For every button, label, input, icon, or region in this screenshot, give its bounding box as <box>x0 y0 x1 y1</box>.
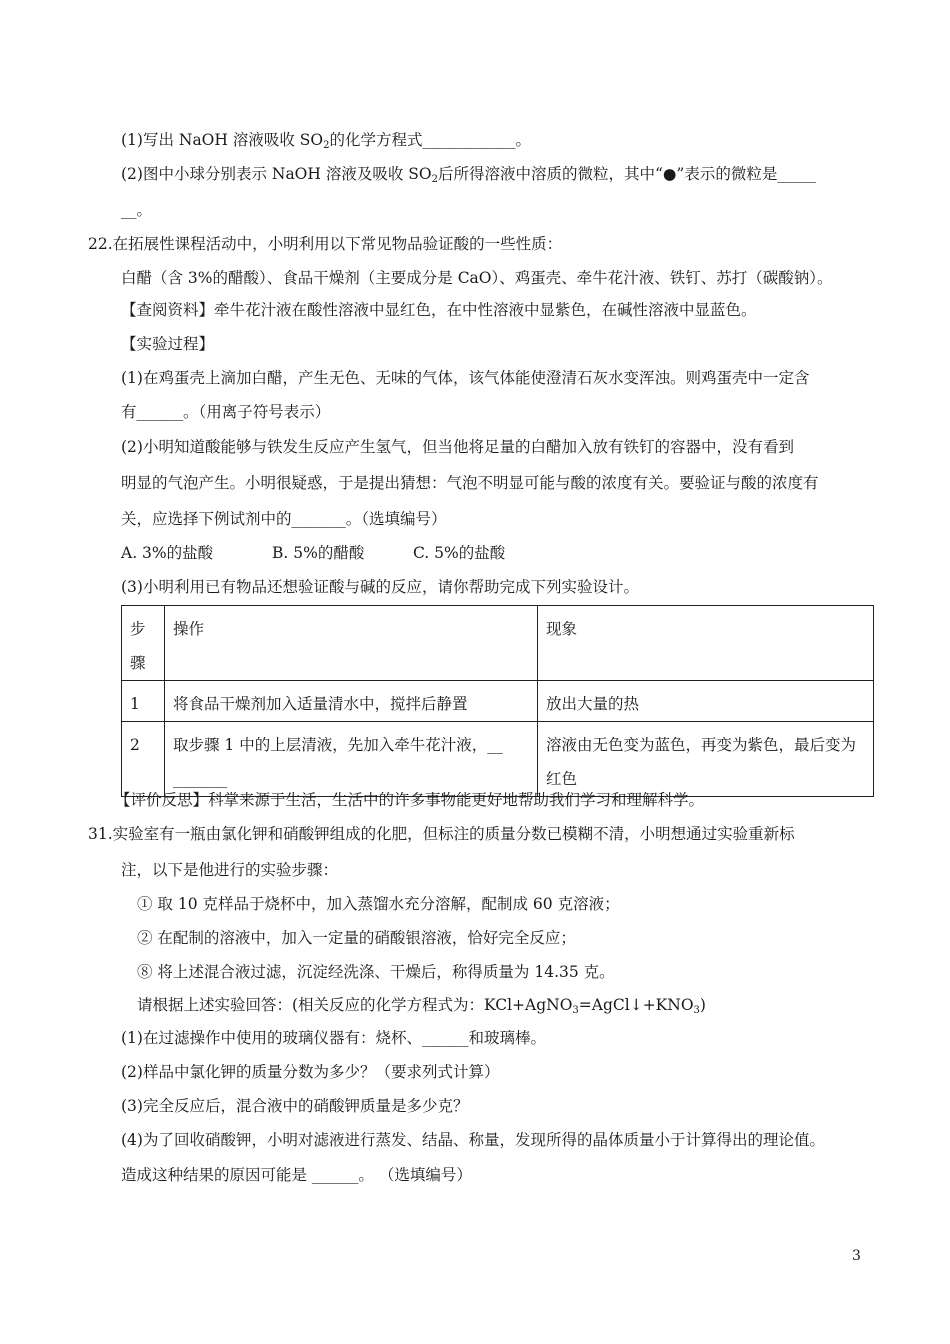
q22-header: 22.在拓展性课程活动中，小明利用以下常见物品验证酸的一些性质： <box>88 235 563 253</box>
q31-procedure-2: ② 在配制的溶液中，加入一定量的硝酸银溶液，恰好完全反应； <box>137 929 576 947</box>
q22-step3: (3)小明利用已有物品还想验证酸与碱的反应，请你帮助完成下列实验设计。 <box>121 578 639 596</box>
header-operation: 操作 <box>165 606 538 681</box>
row-phenomenon: 溶液由无色变为蓝色，再变为紫色，最后变为红色 <box>538 722 874 797</box>
q22-step1-line2: 有______。（用离子符号表示） <box>121 403 331 421</box>
q22-step1-line1: (1)在鸡蛋壳上滴加白醋，产生无色、无味的气体，该气体能使澄清石灰水变浑浊。则鸡蛋壳中一定含 <box>121 369 810 387</box>
q31-procedure-1: ① 取 10 克样品于烧杯中，加入蒸馏水充分溶解，配制成 60 克溶液； <box>137 895 620 913</box>
q22-step2-line2: 明显的气泡产生。小明很疑惑，于是提出猜想：气泡不明显可能与酸的浓度有关。要验证与酸的浓度有 <box>121 474 819 492</box>
q31-question-3: (3)完全反应后，混合液中的硝酸钾质量是多少克？ <box>121 1097 469 1115</box>
table-header-row <box>122 606 874 681</box>
q22-step2-line1: (2)小明知道酸能够与铁发生反应产生氢气，但当他将足量的白醋加入放有铁钉的容器中，没有看到 <box>121 438 794 456</box>
q21-part2-continued: __。 <box>121 201 153 219</box>
q31-instruction: 请根据上述实验回答：(相关反应的化学方程式为：$KCl+AgNO_3=AgCl↓+KNO_3$) <box>137 996 706 1016</box>
q31-header-line1: 31.实验室有一瓶由氯化钾和硝酸钾组成的化肥，但标注的质量分数已模糊不清，小明想通过实验重新标 <box>88 825 795 843</box>
q31-question-4-line1: (4)为了回收硝酸钾，小明对滤液进行蒸发、结晶、称量，发现所得的晶体质量小于计算得出的理论值。 <box>121 1131 825 1149</box>
q22-reflection: 【评价反思】科掌来源于生活，生活中的许多事物能更好地帮助我们学习和理解科学。 <box>115 791 705 809</box>
header-step: 步骤 <box>122 606 165 681</box>
q22-step2-line3: 关，应选择下例试剂中的_______。（选填编号） <box>121 510 447 528</box>
q22-process-heading: 【实验过程】 <box>121 335 215 353</box>
row-step: 1 <box>122 681 165 722</box>
q22-option-b: B. 5%的醋酸 <box>272 544 365 562</box>
row-step: 2 <box>122 722 165 797</box>
q22-option-c: C. 5%的盐酸 <box>413 544 506 562</box>
page-number: 3 <box>852 1248 861 1264</box>
q22-option-a: A. 3%的盐酸 <box>121 544 214 562</box>
header-phenomenon: 现象 <box>538 606 874 681</box>
row-phenomenon: 放出大量的热 <box>538 681 874 722</box>
experiment-table <box>121 605 874 797</box>
q31-procedure-3: ⑧ 将上述混合液过滤，沉淀经洗涤、干燥后，称得质量为 14.35 克。 <box>137 963 615 981</box>
q31-question-2: (2)样品中氯化钾的质量分数为多少？（要求列式计算） <box>121 1063 500 1081</box>
table-row <box>122 681 874 722</box>
q31-question-4-line2: 造成这种结果的原因可能是 ______。 （选填编号） <box>121 1166 472 1184</box>
table-row <box>122 722 874 797</box>
q21-part2: (2)图中小球分别表示 NaOH 溶液及吸收 $SO_2$后所得溶液中溶质的微粒，其中“●”表示的微粒是_____ <box>121 165 817 185</box>
q21-part1: (1)写出 NaOH 溶液吸收 $SO_2$的化学方程式____________。 <box>121 131 531 151</box>
q31-header-line2: 注，以下是他进行的实验步骤： <box>121 861 339 879</box>
row-operation: 取步骤 1 中的上层清液，先加入牵牛花汁液，__ _______ <box>165 722 538 797</box>
q22-info: 【查阅资料】牵牛花汁液在酸性溶液中显红色，在中性溶液中显紫色，在碱性溶液中显蓝色。 <box>121 301 757 319</box>
row-operation: 将食品干燥剂加入适量清水中，搅拌后静置 <box>165 681 538 722</box>
q31-question-1: (1)在过滤操作中使用的玻璃仪器有：烧杯、______和玻璃棒。 <box>121 1029 546 1047</box>
q22-items: 白醋（含 3%的醋酸）、食品干燥剂（主要成分是 CaO）、鸡蛋壳、牵牛花汁液、铁钉、苏打（碳酸钠）。 <box>121 269 833 287</box>
